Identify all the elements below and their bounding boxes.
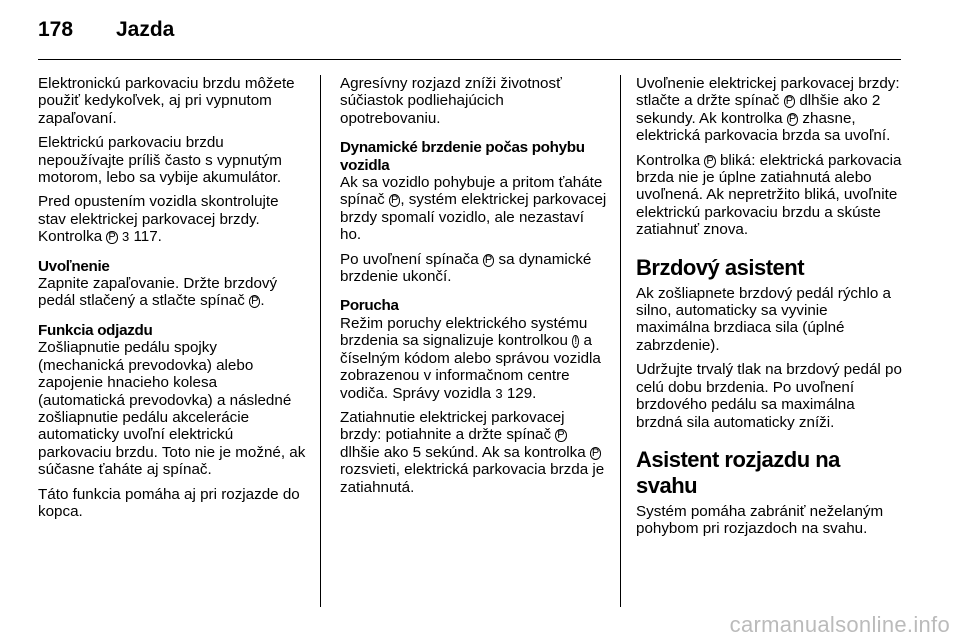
parking-brake-icon: P — [390, 194, 399, 207]
parking-brake-icon: P — [251, 295, 259, 308]
heading-release: Uvoľnenie — [38, 257, 110, 275]
column-1 — [38, 75, 306, 527]
parking-brake-icon: P — [484, 253, 493, 266]
parking-brake-icon: P — [557, 429, 565, 442]
text-span: Kontrolka — [636, 151, 701, 169]
text-span: dlhšie ako 2 sekundy. Ak kontrolka — [636, 92, 881, 127]
parking-brake-icon: P — [108, 231, 116, 244]
reference-arrow-icon: 3 — [121, 229, 130, 245]
parking-brake-icon: P — [788, 112, 797, 125]
parking-brake-icon: P — [706, 154, 714, 167]
text-span: zhasne, elektrická parkovacia brzda sa uvoľní. — [636, 109, 891, 145]
warning-icon: ! — [574, 335, 578, 348]
text-span: dlhšie ako 5 sekúnd. Ak sa kontrolka — [340, 443, 586, 461]
text-span: , systém elektrickej parkovacej brzdy spomalí vozidlo, ale nezastaví ho. — [340, 191, 607, 244]
column-divider-1 — [320, 75, 321, 607]
column-2 — [340, 75, 608, 503]
text-span: Zapnite zapaľovanie. Držte brzdový pedál stlačený a stlačte spínač — [38, 275, 278, 310]
text-span: rozsvieti, elektrická parkovacia brzda je zatiahnutá. — [340, 461, 605, 496]
paragraph — [636, 75, 904, 145]
heading-brake-assist: Brzdový asistent — [636, 254, 805, 280]
heading-dynamic-braking: Dynamické brzdenie počas pohybu vozidla — [340, 139, 585, 174]
paragraph: Agresívny rozjazd zníži životnosť súčiastok podliehajúcich opotrebovaniu. — [340, 75, 562, 127]
text-span: Režim poruchy elektrického systému brzdenia sa signalizuje kontrolkou — [340, 314, 588, 350]
heading-fault: Porucha — [340, 297, 399, 315]
text-span: Ak sa vozidlo pohybuje a pritom ťaháte spínač — [340, 174, 603, 209]
header-rule — [38, 59, 901, 60]
text-span: Zatiahnutie elektrickej parkovacej brzdy: potiahnite a držte spínač — [340, 408, 565, 444]
paragraph: Táto funkcia pomáha aj pri rozjazde do kopca. — [38, 485, 300, 520]
page-reference: 129. — [506, 384, 537, 402]
text-span: sa dynamické brzdenie ukončí. — [340, 250, 592, 286]
paragraph — [340, 409, 608, 496]
reference-arrow-icon: 3 — [495, 385, 503, 401]
paragraph: Ak zošliapnete brzdový pedál rýchlo a silno, automaticky sa vyvinie maximálna brzdiaca sila (úplné zabrzdenie). — [636, 284, 891, 354]
column-3 — [636, 75, 904, 545]
paragraph: Elektronickú parkovaciu brzdu môžete použiť kedykoľvek, aj pri vypnutom zapaľovaní. — [38, 75, 295, 127]
page-header — [38, 18, 174, 42]
paragraph — [38, 275, 306, 310]
paragraph: Systém pomáha zabrániť neželaným pohybom pri rozjazdoch na svahu. — [636, 502, 884, 538]
text-span: . — [260, 292, 265, 310]
watermark: carmanualsonline.info — [729, 612, 950, 637]
section-title: Jazda — [116, 18, 175, 41]
page-reference: 117. — [133, 228, 162, 246]
text-span: Pred opustením vozidla skontrolujte stav elektrickej parkovacej brzdy. Kontrolka — [38, 193, 279, 246]
paragraph — [340, 174, 608, 244]
parking-brake-icon: P — [591, 446, 600, 459]
text-span: Uvoľnenie elektrickej parkovacej brzdy: stlačte a držte spínač — [636, 75, 900, 110]
text-span: a číselným kódom alebo správou vozidla zobrazenou v informačnom centre vodiča. Správy vozidla — [340, 332, 601, 402]
paragraph — [340, 315, 608, 402]
text-span: bliká: elektrická parkovacia brzda nie je úplne zatiahnutá alebo uvoľnená. Ak nepretržito bliká, uvoľnite elektrickú parkovaciu brzdu a skúste zatiahnuť znova. — [636, 151, 902, 239]
paragraph: Udržujte trvalý tlak na brzdový pedál po celú dobu brzdenia. Po uvoľnení brzdového pedálu sa maximálna brzdná sila automaticky zníži. — [636, 361, 902, 431]
heading-hill-start-assist: Asistent rozjazdu na svahu — [636, 446, 840, 498]
paragraph — [636, 152, 904, 239]
page-number: 178 — [38, 18, 74, 41]
paragraph — [38, 193, 306, 245]
parking-brake-icon: P — [785, 95, 794, 108]
paragraph: Zošliapnutie pedálu spojky (mechanická prevodovka) alebo zapojenie hnacieho kolesa (automatická prevodovka) a následné zošliapnutie pedálu akcelerácie automaticky uvoľní elektrickú parkovaciu brzdu. Toto nie je možné, ak súčasne ťaháte aj spínač. — [38, 339, 306, 479]
paragraph: Elektrickú parkovaciu brzdu nepoužívajte príliš často s vypnutým motorom, lebo sa vybije akumulátor. — [38, 134, 282, 187]
heading-drive-away: Funkcia odjazdu — [38, 321, 153, 339]
column-divider-2 — [620, 75, 621, 607]
paragraph — [340, 251, 608, 286]
text-span: Po uvoľnení spínača — [340, 250, 479, 268]
